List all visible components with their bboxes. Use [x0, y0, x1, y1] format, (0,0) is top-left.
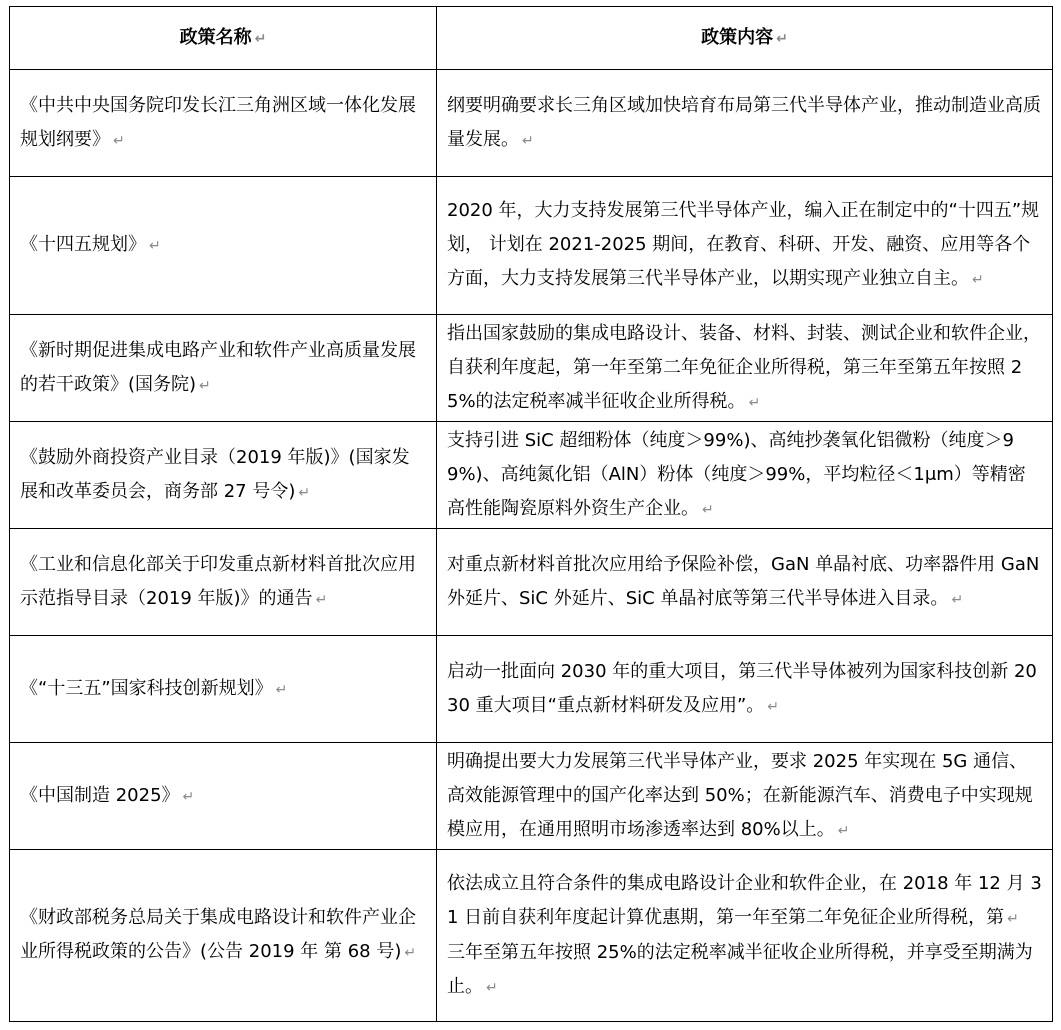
policy-name-cell: 《中共中央国务院印发长江三角洲区域一体化发展规划纲要》 ↵ — [10, 70, 437, 177]
header-policy-name: 政策名称 ↵ — [10, 7, 437, 70]
paragraph-mark-icon: ↵ — [149, 238, 161, 254]
table-row — [10, 315, 1053, 422]
policy-content-cell: 启动一批面向 2030 年的重大项目，第三代半导体被列为国家科技创新 2030 重大项目“重点新材料研发及应用”。 ↵ — [437, 636, 1053, 743]
table-row — [10, 850, 1053, 1022]
table-row — [10, 70, 1053, 177]
paragraph-mark-icon: ↵ — [951, 591, 964, 608]
policy-content-cell: 纲要明确要求长三角区域加快培育布局第三代半导体产业，推动制造业高质量发展。 ↵ — [437, 70, 1053, 177]
table-row — [10, 636, 1053, 743]
policy-name-cell: 《工业和信息化部关于印发重点新材料首批次应用示范指导目录（2019 年版)》的通告 ↵ — [10, 529, 437, 636]
policy-table — [9, 6, 1053, 1022]
header-row — [10, 7, 1053, 70]
paragraph-mark-icon: ↵ — [767, 698, 780, 715]
paragraph-mark-icon: ↵ — [776, 30, 788, 47]
header-policy-content: 政策内容 ↵ — [437, 7, 1053, 70]
table-row — [10, 422, 1053, 529]
policy-name-cell: 《新时期促进集成电路产业和软件产业高质量发展的若干政策》(国务院) ↵ — [10, 315, 437, 422]
paragraph-mark-icon: ↵ — [182, 788, 195, 805]
paragraph-mark-icon: ↵ — [315, 591, 328, 608]
paragraph-mark-icon: ↵ — [254, 30, 267, 47]
policy-name-cell: 《十四五规划》 ↵ — [10, 177, 437, 315]
paragraph-mark-icon: ↵ — [1007, 910, 1019, 927]
paragraph-mark-icon: ↵ — [702, 501, 714, 518]
table-row — [10, 177, 1053, 315]
table-row — [10, 743, 1053, 850]
policy-content-cell: 2020 年，大力支持发展第三代半导体产业，编入正在制定中的“十四五”规划， 计划在 2021-2025 期间，在教育、科研、开发、融资、应用等各个方面，大力支持发展第三代半导体产业，以期实现产业独立自主。 ↵ — [437, 177, 1053, 315]
policy-content-cell: 对重点新材料首批次应用给予保险补偿，GaN 单晶衬底、功率器件用 GaN 外延片、SiC 外延片、SiC 单晶衬底等第三代半导体进入目录。 ↵ — [437, 529, 1053, 636]
policy-content-cell: 明确提出要大力发展第三代半导体产业，要求 2025 年实现在 5G 通信、高效能源管理中的国产化率达到 50%；在新能源汽车、消费电子中实现规模应用，在通用照明市场渗透率达到 80%以上。 ↵ — [437, 743, 1053, 850]
paragraph-mark-icon: ↵ — [972, 272, 984, 288]
paragraph-mark-icon: ↵ — [199, 377, 211, 394]
policy-name-cell: 《财政部税务总局关于集成电路设计和软件产业企业所得税政策的公告》(公告 2019 年 第 68 号) ↵ — [10, 850, 437, 1022]
paragraph-mark-icon: ↵ — [298, 484, 311, 501]
paragraph-mark-icon: ↵ — [113, 132, 125, 149]
paragraph-mark-icon: ↵ — [522, 132, 534, 149]
policy-content-cell: 支持引进 SiC 超细粉体（纯度＞99%)、高纯抄袭氧化铝微粉（纯度＞99%)、高纯氮化铝（AlN）粉体（纯度＞99%，平均粒径＜1μm）等精密高性能陶瓷原料外资生产企业。 ↵ — [437, 422, 1053, 529]
paragraph-mark-icon: ↵ — [275, 681, 288, 698]
policy-content-cell: 依法成立且符合条件的集成电路设计企业和软件企业，在 2018 年 12 月 31 日前自获利年度起计算优惠期，第一年至第二年免征企业所得税，第 ↵ 三年至第五年按照 25%的法定税率减半征收企业所得税，并享受至期满为止。 ↵ — [437, 850, 1053, 1022]
policy-name-cell: 《“十三五”国家科技创新规划》 ↵ — [10, 636, 437, 743]
paragraph-mark-icon: ↵ — [486, 979, 498, 996]
paragraph-mark-icon: ↵ — [404, 945, 417, 961]
policy-name-cell: 《鼓励外商投资产业目录（2019 年版)》(国家发展和改革委员会，商务部 27 号令) ↵ — [10, 422, 437, 529]
policy-name-cell: 《中国制造 2025》 ↵ — [10, 743, 437, 850]
paragraph-mark-icon: ↵ — [837, 822, 850, 839]
paragraph-mark-icon: ↵ — [748, 394, 761, 411]
table-row — [10, 529, 1053, 636]
policy-content-cell: 指出国家鼓励的集成电路设计、装备、材料、封装、测试企业和软件企业，自获利年度起，第一年至第二年免征企业所得税，第三年至第五年按照 25%的法定税率减半征收企业所得税。 ↵ — [437, 315, 1053, 422]
